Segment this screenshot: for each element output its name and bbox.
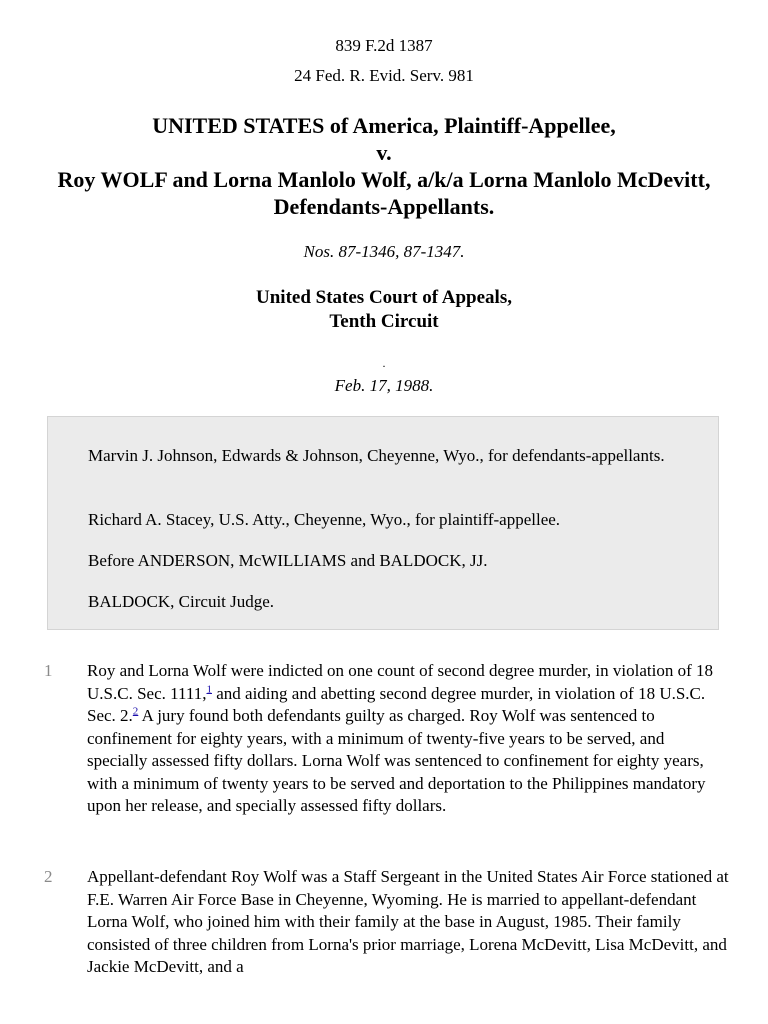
footnote-link-2[interactable]: 2 xyxy=(132,705,139,718)
opinion-author: BALDOCK, Circuit Judge. xyxy=(88,592,275,611)
caption-plaintiff: UNITED STATES of America, Plaintiff-Appellee, xyxy=(152,113,616,138)
paragraph-1-text-c: A jury found both defendants guilty as charged. Roy Wolf was sentenced to confinement for eighty years, with a minimum of twenty-five years to be served, and specially assessed fifty dollars. Lorna Wolf was sentenced to confinement for eighty years, with a minimum of twenty years to be served and deportation to the Philippines mandatory upon her release, and specially assessed fifty dollars. xyxy=(87,706,706,815)
panel-judges: Before ANDERSON, McWILLIAMS and BALDOCK, JJ. xyxy=(88,551,488,570)
court-name xyxy=(0,286,768,334)
court-name-line1: United States Court of Appeals, xyxy=(256,287,512,308)
paragraph-1 xyxy=(87,660,729,818)
docket-numbers: Nos. 87-1346, 87-1347. xyxy=(303,242,465,261)
paragraph-1-text-b: and aiding and abetting second degree murder, in violation of 18 U.S.C. Sec. 2. xyxy=(87,683,706,725)
reporter-citation: 839 F.2d 1387 xyxy=(335,36,433,55)
paragraph-number: 2 xyxy=(44,867,53,886)
paragraph-number: 1 xyxy=(44,661,53,680)
separator-dot: . xyxy=(382,356,386,370)
decision-date: Feb. 17, 1988. xyxy=(334,376,434,395)
caption-versus: v. xyxy=(376,140,392,165)
case-caption xyxy=(40,112,728,220)
footnote-link-1[interactable]: 1 xyxy=(206,682,212,695)
counsel-box xyxy=(47,416,719,630)
caption-defendants: Roy WOLF and Lorna Manlolo Wolf, a/k/a Lorna Manlolo McDevitt, Defendants-Appellants. xyxy=(57,167,711,219)
paragraph-2: Appellant-defendant Roy Wolf was a Staff Sergeant in the United States Air Force stationed at F.E. Warren Air Force Base in Cheyenne, Wyoming. He is married to appellant-defendant Lorna Wolf, who joined him with their family at the base in August, 1985. Their family consisted of three children from Lorna's prior marriage, Lorena McDevitt, Lisa McDevitt, and Jackie McDevitt, and a xyxy=(87,867,729,976)
evidence-service-citation: 24 Fed. R. Evid. Serv. 981 xyxy=(294,66,474,85)
counsel-appellee: Richard A. Stacey, U.S. Atty., Cheyenne, Wyo., for plaintiff-appellee. xyxy=(88,510,561,529)
paragraph-1-text-a: Roy and Lorna Wolf were indicted on one count of second degree murder, in violation of 18 U.S.C. Sec. 1111, xyxy=(87,661,713,703)
court-name-line2: Tenth Circuit xyxy=(329,311,439,332)
counsel-appellants: Marvin J. Johnson, Edwards & Johnson, Cheyenne, Wyo., for defendants-appellants. xyxy=(88,446,665,465)
